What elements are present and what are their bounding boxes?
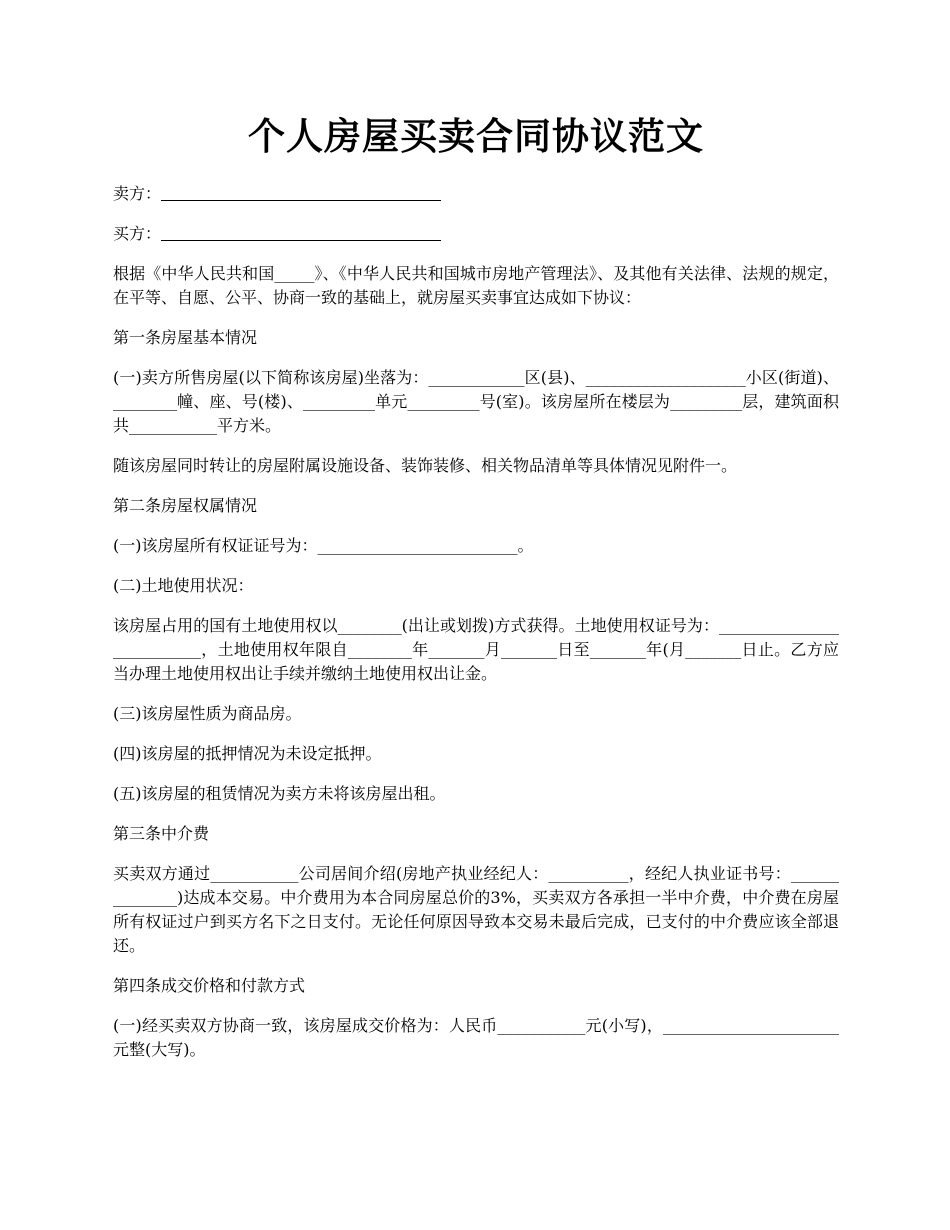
article-1-clause-1: (一)卖方所售房屋(以下简称该房屋)坐落为：____________区(县)、____________________小区(街道)、________幢、座、号(楼)、_________单元_________号(室)。该房屋所在楼层为_________层，建筑面积共___________平方米。 (113, 368, 839, 435)
article-3-heading: 第三条中介费 (113, 824, 210, 843)
intro-paragraph: 根据《中华人民共和国_____》、《中华人民共和国城市房地产管理法》、及其他有关法律、法规的规定，在平等、自愿、公平、协商一致的基础上，就房屋买卖事宜达成如下协议： (113, 264, 839, 307)
article-1-clause-2: 随该房屋同时转让的房屋附属设施设备、装饰装修、相关物品清单等具体情况见附件一。 (113, 456, 738, 475)
article-2-clause-4: (三)该房屋性质为商品房。 (113, 704, 302, 723)
article-1-heading: 第一条房屋基本情况 (113, 328, 258, 347)
document-title: 个人房屋买卖合同协议范文 (248, 114, 704, 158)
seller-blank (161, 183, 441, 201)
document-page (113, 0, 839, 1062)
article-2-clause-1: (一)该房屋所有权证证号为：_________________________。 (113, 536, 534, 555)
article-2-clause-6: (五)该房屋的租赁情况为卖方未将该房屋出租。 (113, 784, 446, 803)
article-3-clause-1: 买卖双方通过___________公司居间介绍(房地产执业经纪人：__________，经纪人执业证书号：______________)达成本交易。中介费用为本合同房屋总价的3%，买卖双方各承担一半中介费，中介费在房屋所有权证过户到买方名下之日支付。无论任何原因导致本交易未最后完成，已支付的中介费应该全部退还。 (113, 864, 839, 955)
buyer-label: 买方： (113, 224, 162, 243)
article-2-clause-3: 该房屋占用的国有土地使用权以________(出让或划拨)方式获得。土地使用权证号为：__________________________，土地使用权年限自________年_______月_______日至_______年(月_______日止。乙方应当办理土地使用权出让手续并缴纳土地使用权出让金。 (113, 616, 839, 683)
seller-line (113, 182, 839, 206)
article-2-clause-2: (二)土地使用状况： (113, 576, 254, 595)
buyer-line (113, 222, 839, 246)
article-2-heading: 第二条房屋权属情况 (113, 496, 258, 515)
article-4-heading: 第四条成交价格和付款方式 (113, 976, 306, 995)
article-4-clause-1: (一)经买卖双方协商一致，该房屋成交价格为：人民币___________元(小写)，______________________元整(大写)。 (113, 1016, 839, 1059)
article-2-clause-5: (四)该房屋的抵押情况为未设定抵押。 (113, 744, 382, 763)
seller-label: 卖方： (113, 184, 162, 203)
buyer-blank (161, 223, 441, 241)
